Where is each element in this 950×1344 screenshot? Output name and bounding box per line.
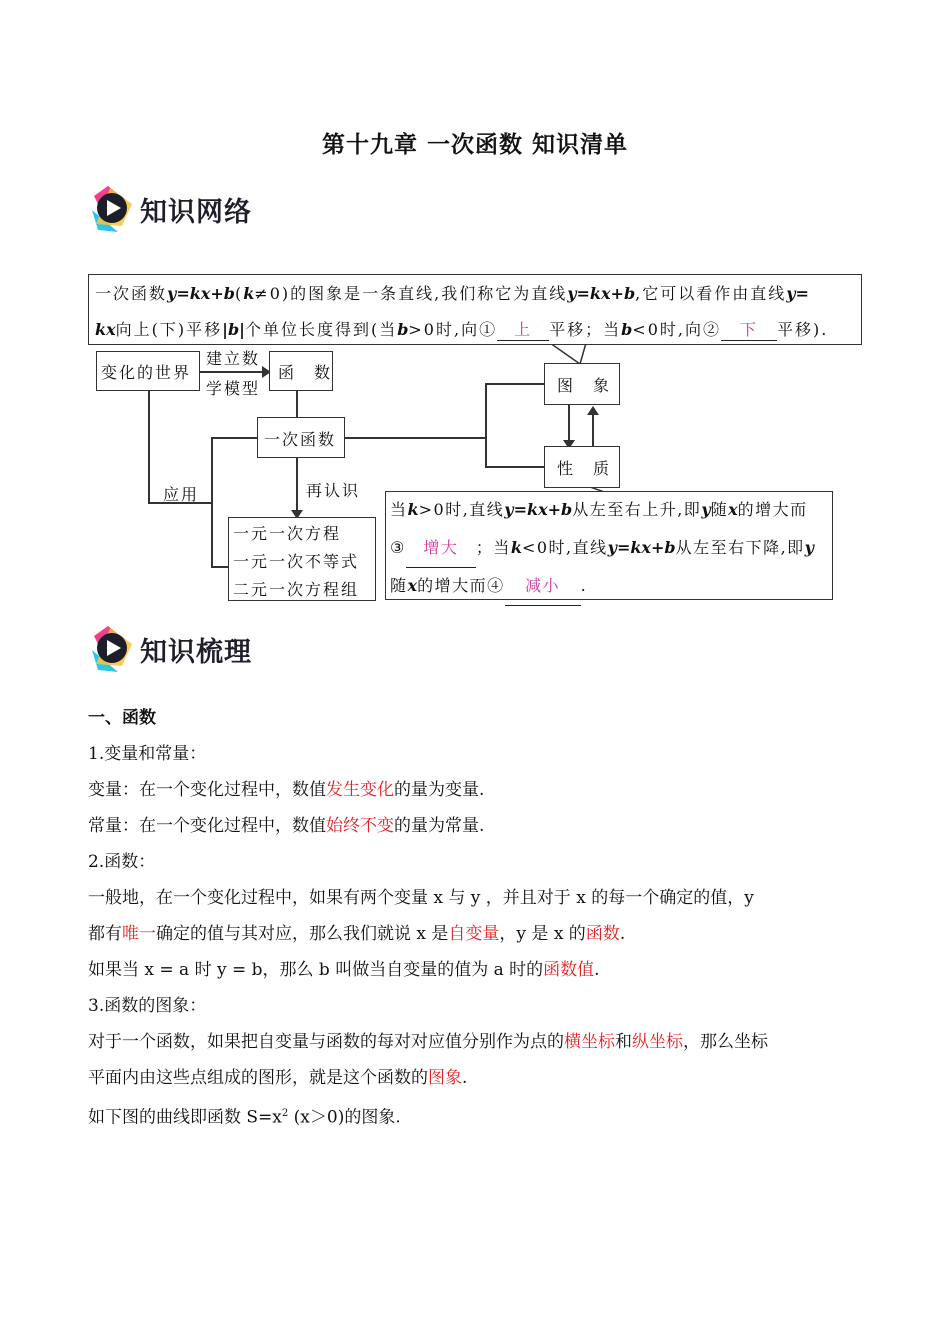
heading: 一、函数 xyxy=(88,708,156,728)
subheading: 3.函数的图象： xyxy=(88,996,207,1016)
paragraph: 常量：在一个变化过程中，数值始终不变的量为常量. xyxy=(88,816,485,836)
paragraph: 对于一个函数，如果把自变量与函数的每对对应值分别作为点的横坐标和纵坐标，那么坐标 xyxy=(88,1032,768,1052)
connector xyxy=(485,466,545,468)
section-title: 知识梳理 xyxy=(140,637,252,668)
play-icon xyxy=(88,622,136,674)
box-graph: 图 象 xyxy=(544,363,620,405)
arrow-head-icon xyxy=(587,406,599,416)
arrow-line xyxy=(592,414,594,446)
label-build-model-2: 学模型 xyxy=(206,379,261,398)
connector xyxy=(211,437,258,439)
label-build-model-1: 建立数 xyxy=(206,349,261,368)
connector xyxy=(296,391,298,417)
box-properties: 性 质 xyxy=(544,446,620,488)
page-title: 第十九章 一次函数 知识清单 xyxy=(321,132,628,158)
definition-box: 一次函数y=kx+b(k≠0)的图象是一条直线,我们称它为直线y=kx+b,它可以看作由直线y= kx向上(下)平移|b|个单位长度得到(当b>0时,向① 上 平移；当b<0时,向② 下 平移). xyxy=(88,274,862,345)
paragraph: 如下图的曲线即函数 $S=x^2$ (x＞0)的图象. xyxy=(88,1107,401,1128)
paragraph: 都有唯一确定的值与其对应，那么我们就说 x 是自变量，y 是 x 的函数. xyxy=(88,924,626,944)
connector xyxy=(485,383,545,385)
answer-blank-4: 减小 xyxy=(505,567,581,606)
answer-blank-3: 增大 xyxy=(406,529,476,568)
play-icon xyxy=(88,182,136,234)
connector xyxy=(296,458,298,514)
section-title: 知识网络 xyxy=(140,197,252,228)
properties-box: 当k>0时,直线y=kx+b从左至右上升,即y随x的增大而 ③ 增大 ；当k<0时,直线y=kx+b从左至右下降,即y 随x的增大而④ 减小 . xyxy=(385,491,833,600)
list-item: 一元一次不等式 xyxy=(233,552,360,571)
content-body xyxy=(88,700,864,1136)
list-item: 二元一次方程组 xyxy=(233,580,360,599)
box-changing-world: 变化的世界 xyxy=(96,351,200,391)
answer-blank-2: 下 xyxy=(721,317,777,341)
connector xyxy=(485,383,487,467)
list-item: 一元一次方程 xyxy=(233,524,342,543)
box-equations xyxy=(228,517,376,601)
paragraph: 平面内由这些点组成的图形，就是这个函数的图象. xyxy=(88,1068,468,1088)
paragraph: 变量：在一个变化过程中，数值发生变化的量为变量. xyxy=(88,780,485,800)
box-linear-function: 一次函数 xyxy=(257,417,345,458)
paragraph: 一般地，在一个变化过程中，如果有两个变量 x 与 y ，并且对于 x 的每一个确定的值，y xyxy=(88,888,754,908)
subheading: 1.变量和常量： xyxy=(88,744,207,764)
connector xyxy=(344,437,486,439)
subheading: 2.函数： xyxy=(88,852,156,872)
connector xyxy=(148,390,150,503)
arrow-line xyxy=(200,371,268,373)
paragraph: 如果当 x = a 时 y = b，那么 b 叫做当自变量的值为 a 时的函数值. xyxy=(88,960,600,980)
box-function: 函 数 xyxy=(269,351,333,391)
connector xyxy=(211,437,213,567)
label-re-understand: 再认识 xyxy=(306,481,361,500)
label-application: 应用 xyxy=(163,485,200,504)
connector xyxy=(211,566,228,568)
answer-blank-1: 上 xyxy=(497,317,549,341)
arrow-line xyxy=(568,404,570,444)
